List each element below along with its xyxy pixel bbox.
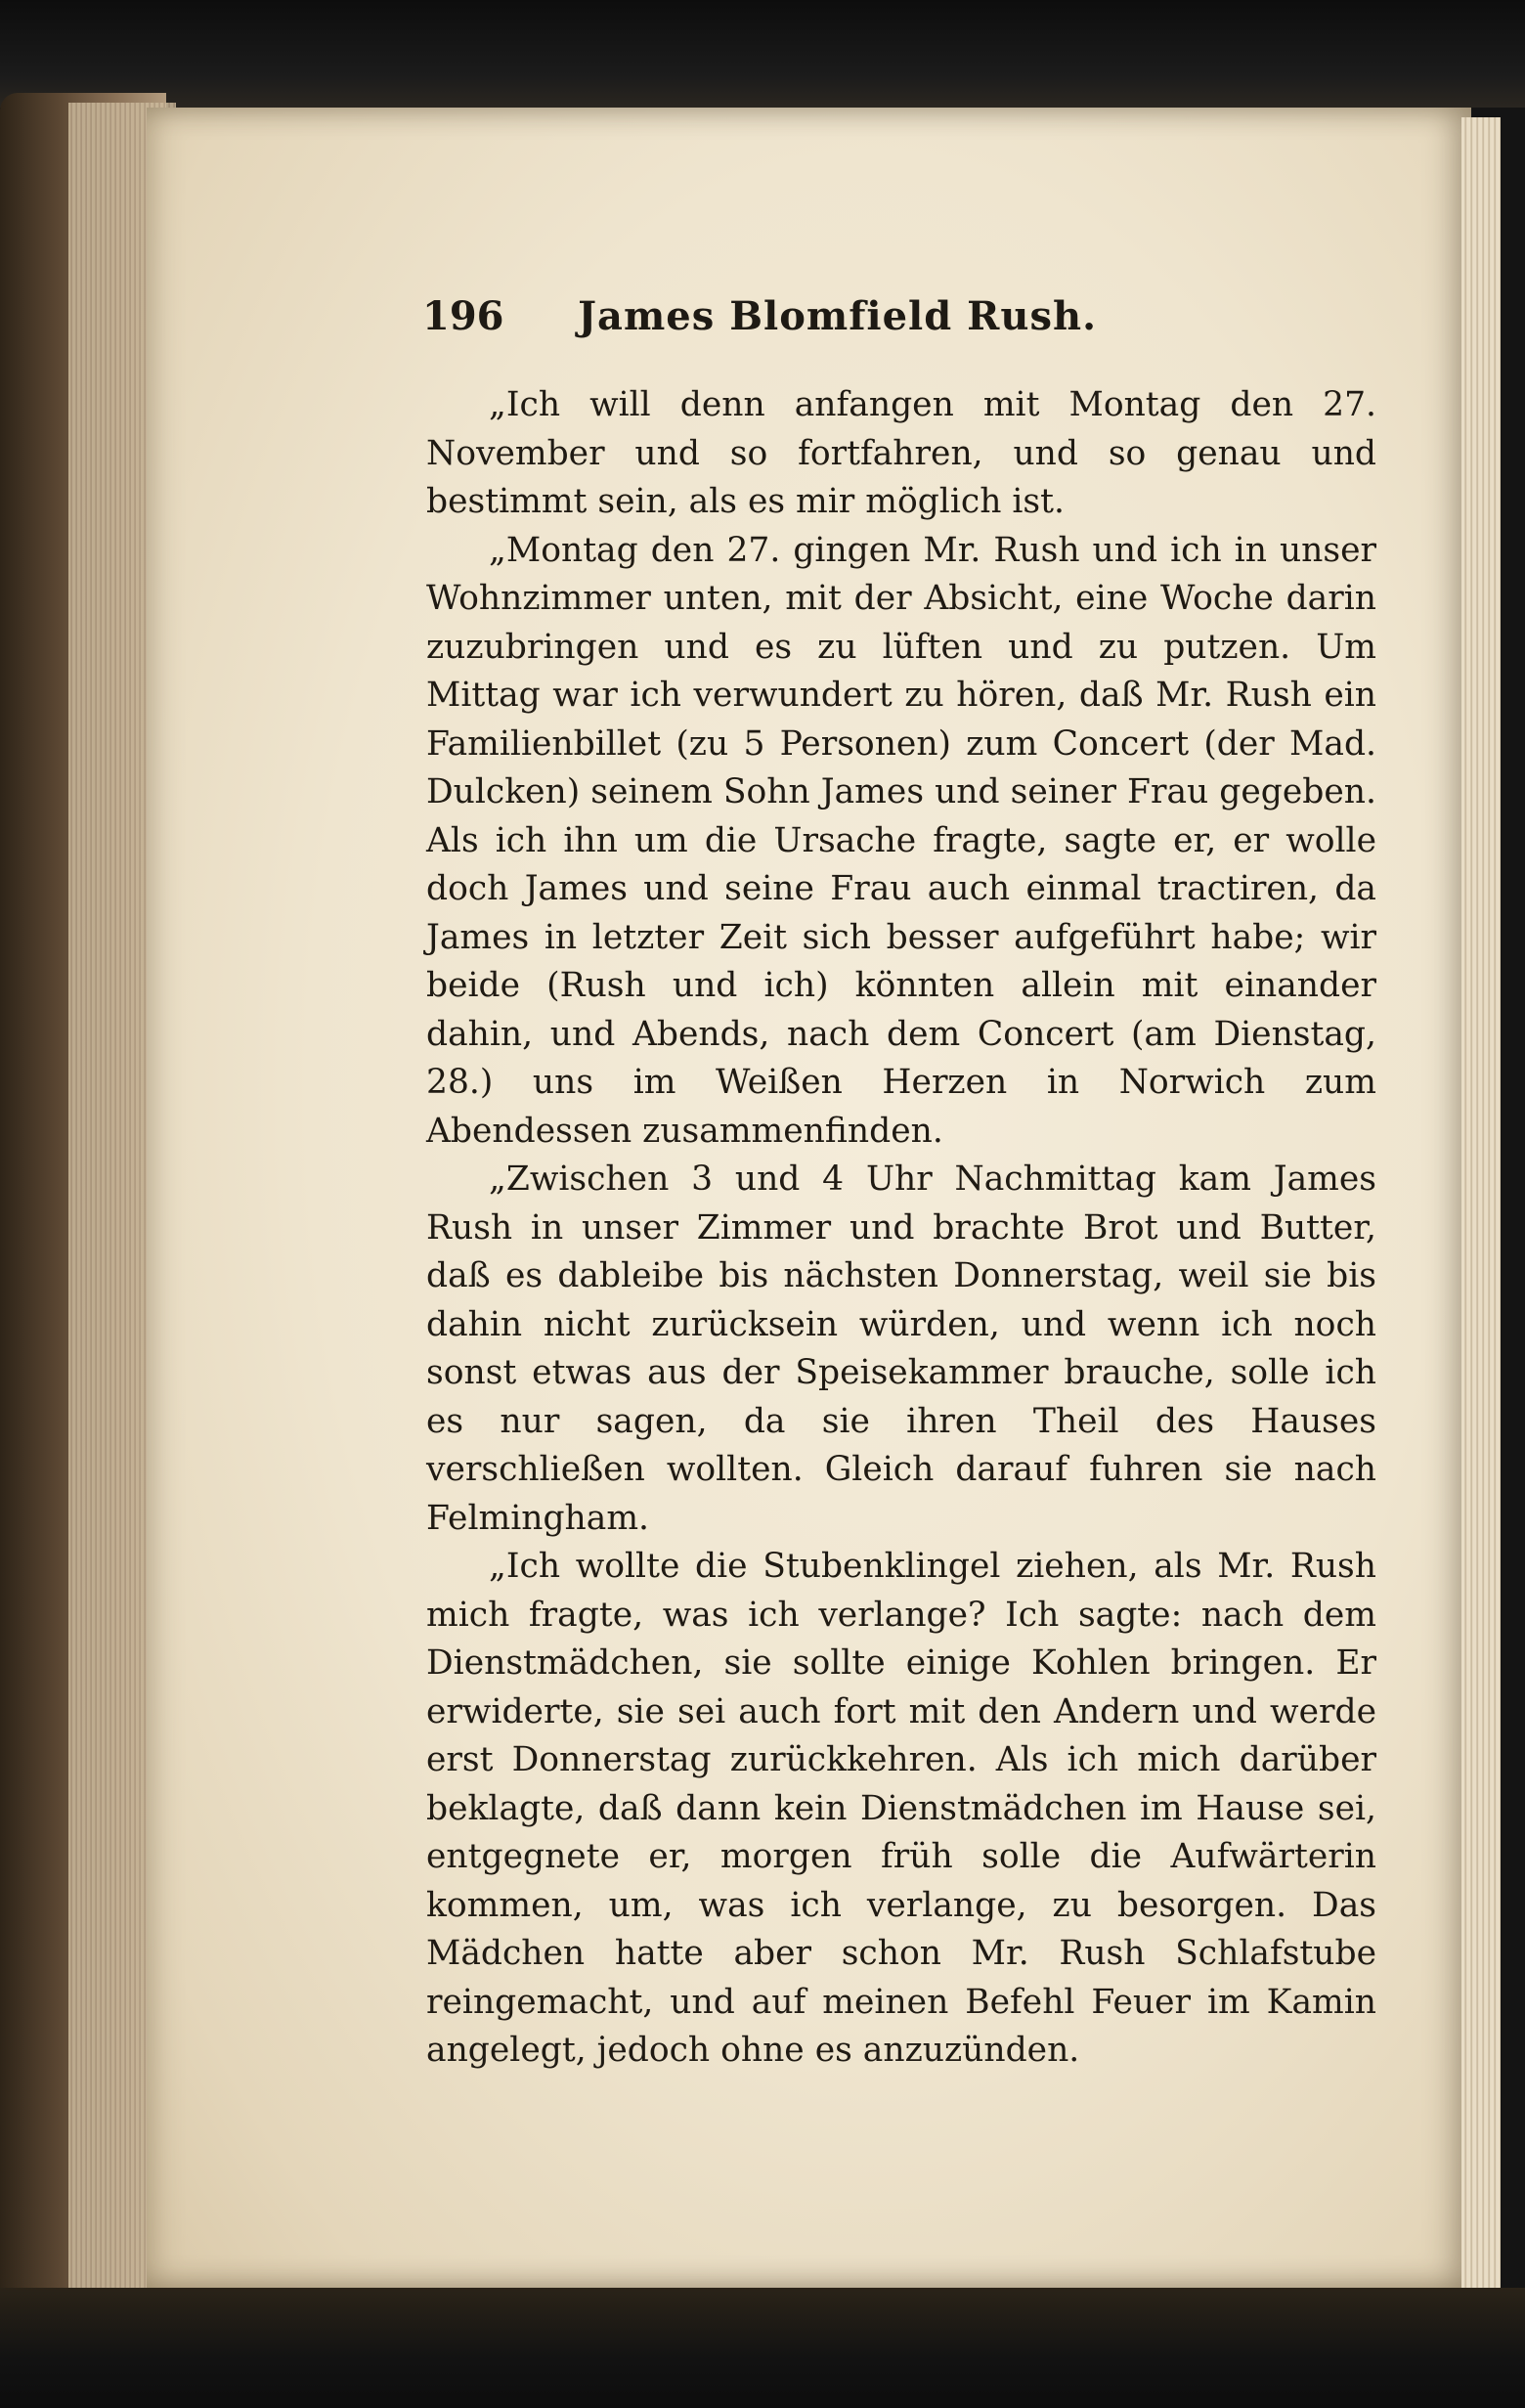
running-head <box>422 293 1097 352</box>
running-title: James Blomfield Rush. <box>578 293 1097 339</box>
page-edges-right <box>1461 117 1501 2288</box>
background-shadow-top <box>0 0 1525 108</box>
background-shadow-bottom <box>0 2288 1525 2408</box>
paragraph-2: „Montag den 27. gingen Mr. Rush und ich in unser Wohnzimmer unten, mit der Absicht, eine Woche darin zuzubringen und es zu lüften und zu putzen. Um Mittag war ich verwundert zu hören, daß Mr. Rush ein Familienbillet (zu 5 Personen) zum Concert (der Mad. Dulcken) seinem Sohn James und seiner Frau gegeben. Als ich ihn um die Ursache fragte, sagte er, er wolle doch James und seine Frau auch einmal tractiren, da James in letzter Zeit sich besser aufgeführt habe; wir beide (Rush und ich) könnten allein mit einander dahin, und Abends, nach dem Concert (am Dienstag, 28.) uns im Weißen Herzen in Norwich zum Abendessen zusammenfinden. <box>426 530 1376 1151</box>
paragraph-3: „Zwischen 3 und 4 Uhr Nachmittag kam James Rush in unser Zimmer und brachte Brot und Butter, daß es dableibe bis nächsten Donnerstag, weil sie bis dahin nicht zurücksein würden, und wenn ich noch sonst etwas aus der Speisekammer brauche, solle ich es nur sagen, da sie ihren Theil des Hauses verschließen wollten. Gleich darauf fuhren sie nach Felmingham. <box>426 1160 1376 1538</box>
page-number: 196 <box>422 293 504 339</box>
paragraph-4: „Ich wollte die Stubenklingel ziehen, als Mr. Rush mich fragte, was ich verlange? Ich sagte: nach dem Dienstmädchen, sie sollte einige Kohlen bringen. Er erwiderte, sie sei auch fort mit den Andern und werde erst Donnerstag zurückkehren. Als ich mich darüber beklagte, daß dann kein Dienstmädchen im Hause sei, entgegnete er, morgen früh solle die Aufwärterin kommen, um, was ich verlange, zu besorgen. Das Mädchen hatte aber schon Mr. Rush Schlafstube reingemacht, und auf meinen Befehl Feuer im Kamin angelegt, jedoch ohne es anzuzünden. <box>426 1547 1376 2070</box>
body-text <box>426 381 1376 2076</box>
paragraph-1: „Ich will denn anfangen mit Montag den 27. November und so fortfahren, und so genau und bestimmt sein, als es mir möglich ist. <box>426 385 1376 521</box>
